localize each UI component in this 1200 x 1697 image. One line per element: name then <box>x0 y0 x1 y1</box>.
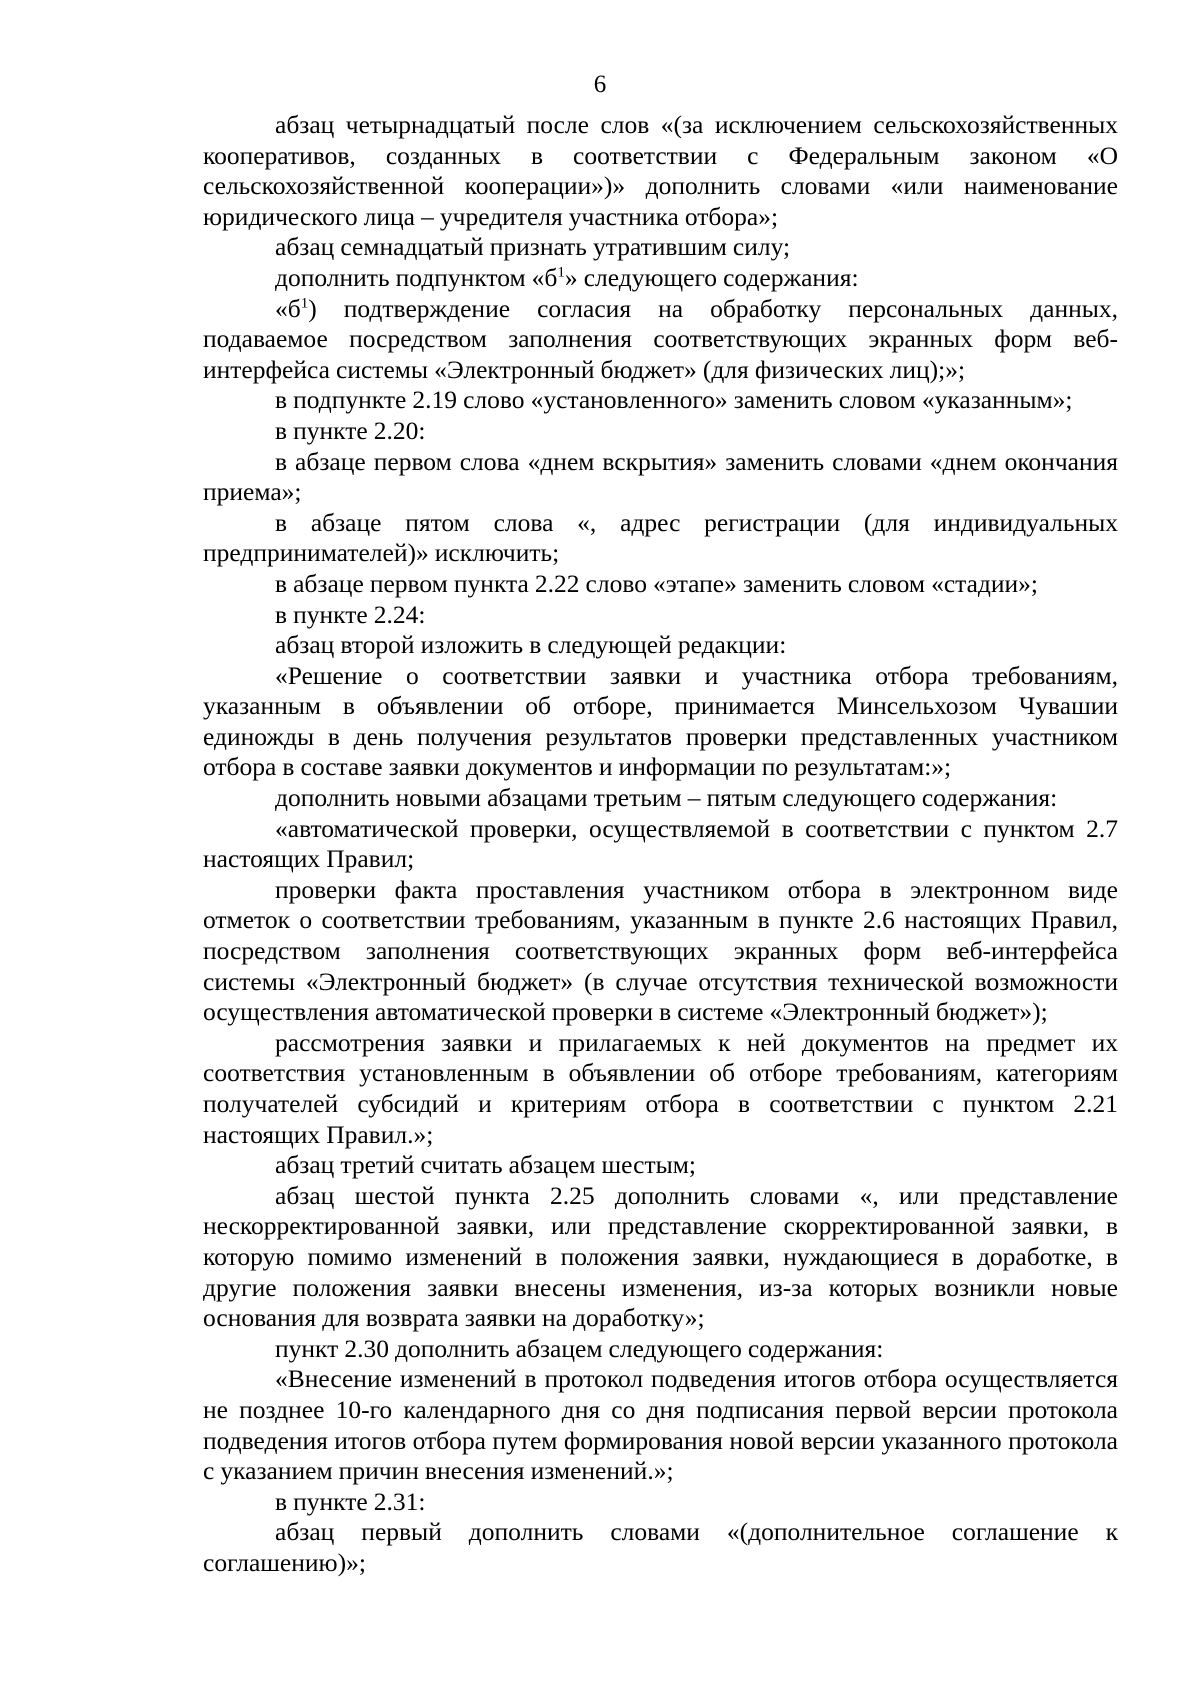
paragraph: в абзаце первом слова «днем вскрытия» заменить словами «днем окончания приема»; <box>203 446 1118 507</box>
paragraph: абзац семнадцатый признать утратившим силу; <box>275 232 791 262</box>
paragraph: «Решение о соответствии заявки и участника отбора требованиям, указанным в объявлении об отборе, принимается Минсельхозом Чувашии единожды в день получения результатов проверки представленных участником отбора в составе заявки документов и информации по результатам:»; <box>203 660 1118 782</box>
paragraph: в абзаце пятом слова «, адрес регистрации (для индивидуальных предпринимателей)» исключить; <box>203 507 1118 568</box>
paragraph: абзац первый дополнить словами «(дополнительное соглашение к соглашению)»; <box>203 1517 1118 1577</box>
paragraph: проверки факта проставления участником отбора в электронном виде отметок о соответствии требованиям, указанным в пункте 2.6 настоящих Правил, посредством заполнения соответствующих экранных форм веб-интерфейса системы «Электронный бюджет» (в случае отсутствия технической возможности осуществления автоматической проверки в системе «Электронный бюджет»); <box>203 874 1118 1027</box>
paragraph: в абзаце первом пункта 2.22 слово «этапе» заменить словом «стадии»; <box>275 568 1039 598</box>
document-body <box>203 110 1118 1579</box>
page-number: 6 <box>593 71 607 98</box>
paragraph-text: ) подтверждение согласия на обработку персональных данных, подаваемое посредством заполнения соответствующих экранных форм веб-интерфейса системы «Электронный бюджет» (для физических лиц);»; <box>203 293 1118 384</box>
paragraph: абзац четырнадцатый после слов «(за исключением сельскохозяйственных кооперативов, созданных в соответствии с Федеральным законом «О сельскохозяйственной кооперации»)» дополнить словами «или наименование юридического лица – учредителя участника отбора»; <box>203 110 1118 231</box>
paragraph: пункт 2.30 дополнить абзацем следующего содержания: <box>275 1333 884 1363</box>
paragraph: рассмотрения заявки и прилагаемых к ней документов на предмет их соответствия установленным в объявлении об отборе требованиям, категориям получателей субсидий и критериям отбора в соответствии с пунктом 2.21 настоящих Правил.»; <box>203 1027 1118 1149</box>
paragraph <box>203 294 1118 386</box>
paragraph: «Внесение изменений в протокол подведения итогов отбора осуществляется не позднее 10-го календарного дня со дня подписания первой версии протокола подведения итогов отбора путем формирования новой версии указанного протокола с указанием причин внесения изменений.»; <box>203 1364 1118 1486</box>
paragraph: абзац третий считать абзацем шестым; <box>275 1150 696 1180</box>
superscript: 1 <box>557 264 565 281</box>
paragraph-text: » следующего содержания: <box>564 262 859 292</box>
paragraph: в подпункте 2.19 слово «установленного» заменить словом «указанным»; <box>275 385 1073 415</box>
paragraph: в пункте 2.31: <box>275 1486 426 1516</box>
paragraph-text: дополнить подпунктом «б <box>275 262 558 292</box>
paragraph: дополнить новыми абзацами третьим – пятым следующего содержания: <box>275 783 1058 813</box>
paragraph: абзац шестой пункта 2.25 дополнить словами «, или представление нескорректированной заявки, или представление скорректированной заявки, в которую помимо изменений в положения заявки, нуждающиеся в доработке, в другие положения заявки внесены изменения, из-за которых возникли новые основания для возврата заявки на доработку»; <box>203 1180 1118 1333</box>
paragraph: в пункте 2.20: <box>275 415 426 445</box>
paragraph-text: «б <box>275 293 301 323</box>
paragraph <box>203 263 1118 294</box>
superscript: 1 <box>300 295 309 312</box>
paragraph: «автоматической проверки, осуществляемой в соответствии с пунктом 2.7 настоящих Правил; <box>203 813 1118 874</box>
paragraph: в пункте 2.24: <box>275 599 426 629</box>
paragraph: абзац второй изложить в следующей редакции: <box>275 630 787 660</box>
